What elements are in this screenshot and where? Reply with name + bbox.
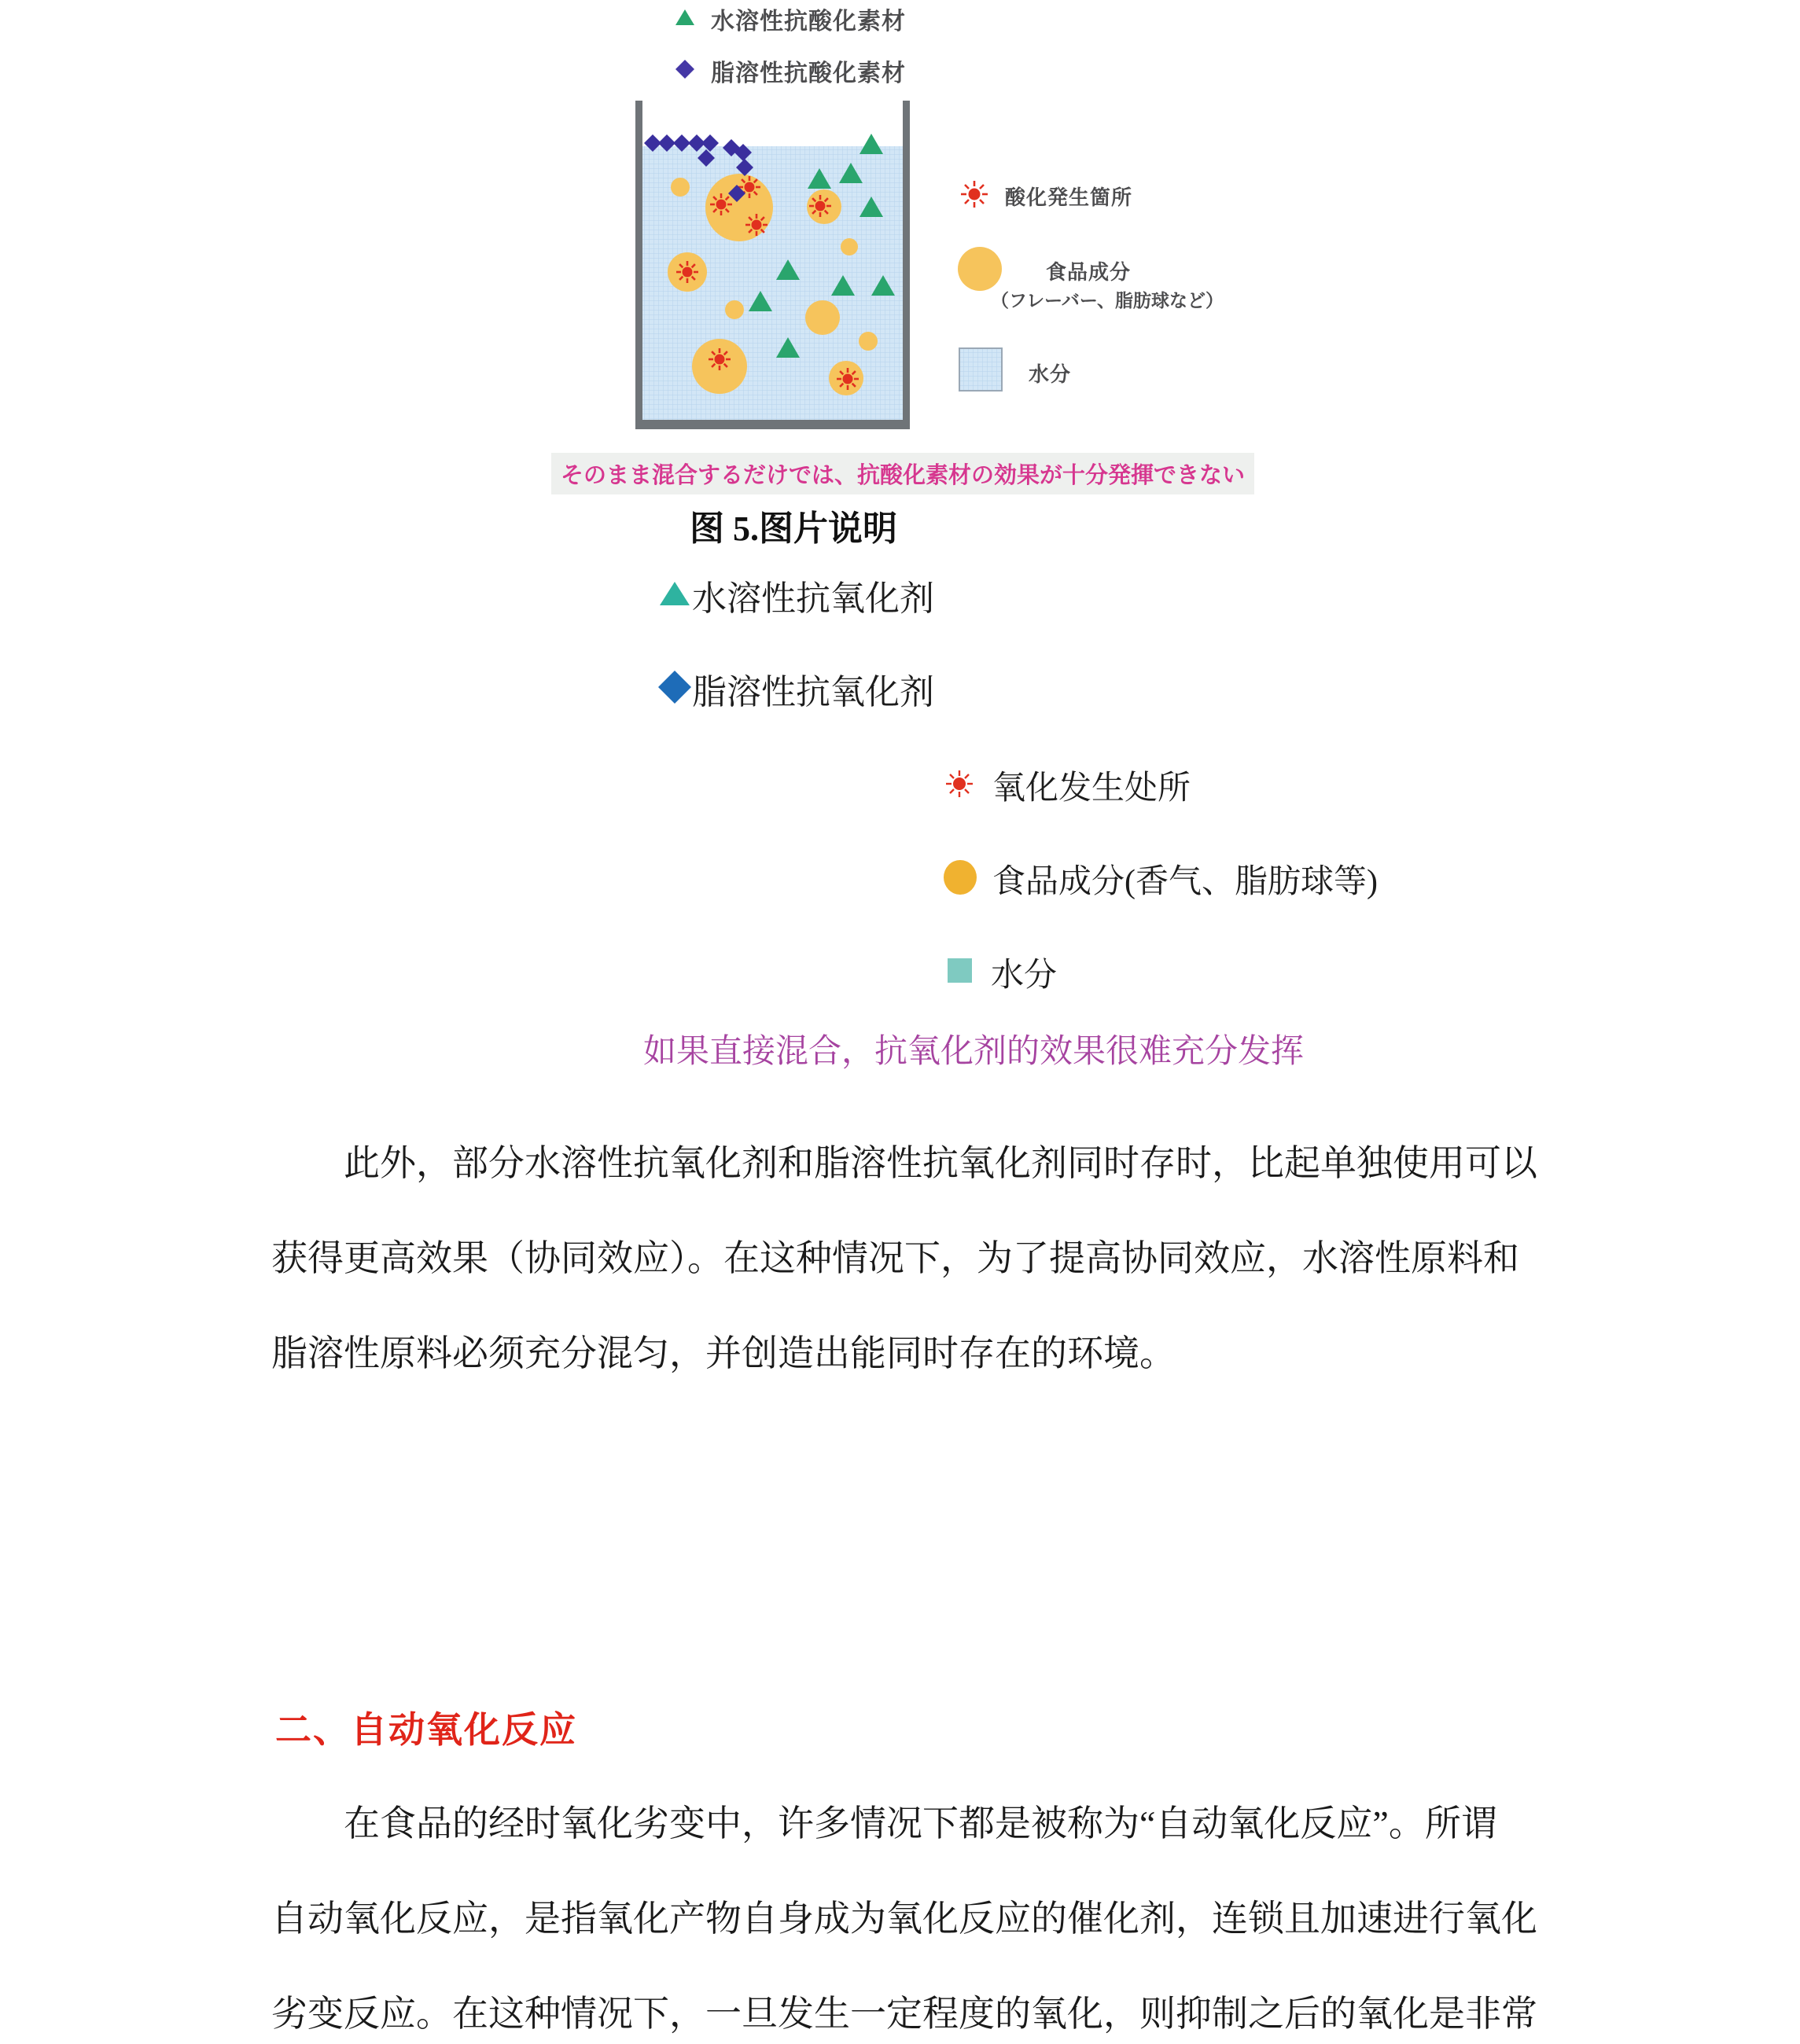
diamond-icon xyxy=(657,670,692,708)
section-heading: 二、自动氧化反应 xyxy=(275,1710,577,1750)
square-icon xyxy=(959,347,1003,395)
cn-legend-row-food-component xyxy=(943,861,1378,900)
cn-legend-label: 水分 xyxy=(991,958,1058,994)
starburst-icon xyxy=(942,766,977,805)
figure-banner-text: そのまま混合するだけでは、抗酸化素材の効果が十分発揮できない xyxy=(551,453,1254,494)
starburst-icon xyxy=(956,176,992,216)
diamond-icon xyxy=(675,59,695,83)
circle-icon xyxy=(943,859,977,899)
cn-legend-label: 水溶性抗氧化剂 xyxy=(692,579,934,618)
paragraph-line: 自动氧化反应，是指氧化产物自身成为氧化反应的催化剂，连锁且加速进行氧化 xyxy=(271,1899,1537,1939)
paragraph-line: 此外，部分水溶性抗氧化剂和脂溶性抗氧化剂同时存时，比起单独使用可以 xyxy=(344,1143,1537,1183)
paragraph-line: 脂溶性原料必须充分混匀，并创造出能同时存在的环境。 xyxy=(271,1333,1176,1373)
cn-legend-row-fat-soluble xyxy=(657,671,934,711)
jp-legend-row-oxidation xyxy=(956,178,1132,214)
cn-legend-label: 食品成分(香气、脂肪球等) xyxy=(992,864,1378,900)
jp-legend-sublabel: （フレーバー、脂肪球など） xyxy=(991,290,1224,311)
cn-legend-row-water xyxy=(948,954,1058,994)
jp-legend-label: 脂溶性抗酸化素材 xyxy=(711,61,906,86)
jp-legend-row-water-soluble xyxy=(675,3,906,35)
figure-caption: 图 5.图片说明 xyxy=(690,509,897,548)
paragraph-line: 在食品的经时氧化劣变中，许多情况下都是被称为“自动氧化反应”。所谓 xyxy=(344,1803,1497,1844)
paragraph-line: 劣变反应。在这种情况下，一旦发生一定程度的氧化，则抑制之后的氧化是非常 xyxy=(271,1994,1537,2034)
triangle-icon xyxy=(675,8,695,31)
jp-legend-label: 水溶性抗酸化素材 xyxy=(711,9,906,35)
triangle-icon xyxy=(659,581,690,610)
cn-legend-label: 脂溶性抗氧化剂 xyxy=(692,673,934,711)
paragraph-line: 获得更高效果（协同效应）。在这种情况下，为了提高协同效应，水溶性原料和 xyxy=(271,1238,1519,1278)
jp-legend-label: 食品成分 xyxy=(1046,260,1132,284)
cn-legend-row-oxidation xyxy=(942,767,1191,807)
beaker-diagram xyxy=(625,93,924,439)
jp-legend-label: 酸化発生箇所 xyxy=(1005,185,1133,209)
highlight-text: 如果直接混合，抗氧化剂的效果很难充分发挥 xyxy=(643,1034,1305,1070)
cn-legend-label: 氧化发生处所 xyxy=(992,770,1191,807)
cn-legend-row-water-soluble xyxy=(659,578,934,618)
square-icon xyxy=(948,958,972,987)
jp-legend-label: 水分 xyxy=(1029,362,1072,386)
jp-legend-row-fat-soluble xyxy=(675,55,906,86)
